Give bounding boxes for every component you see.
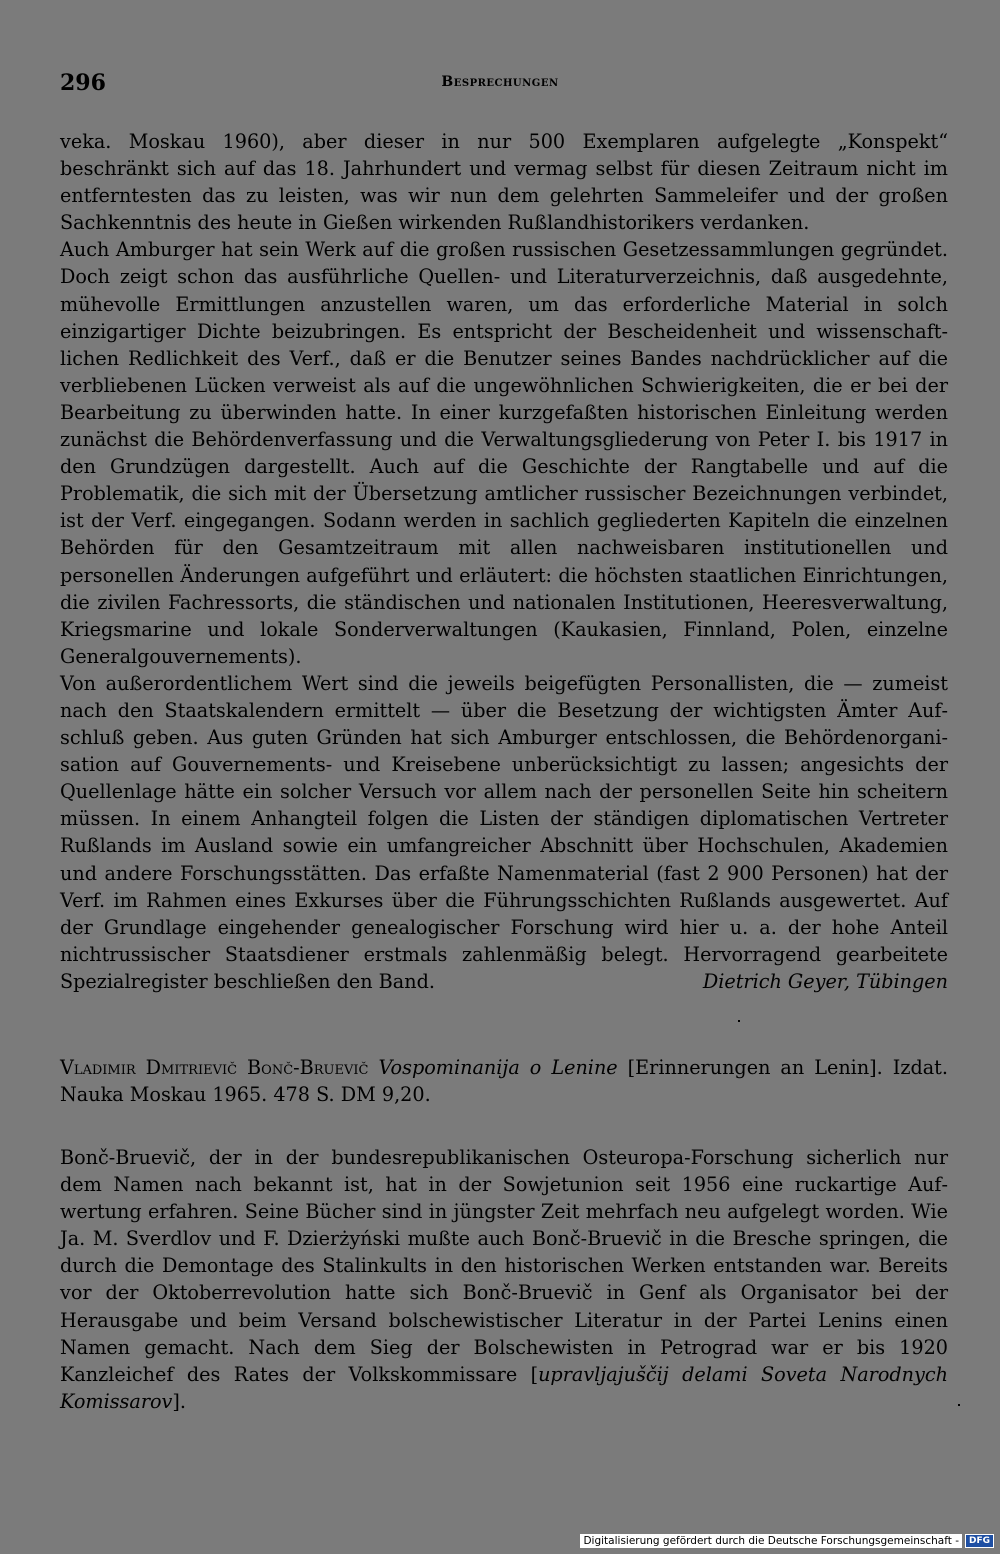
italic-term: upravljajuščij delami Soveta Narodnych Komissarov — [60, 1362, 948, 1413]
bibliographic-entry — [60, 1054, 948, 1108]
review-body-1 — [60, 128, 948, 995]
paragraph — [60, 1144, 948, 1415]
paragraph-text: Von außerordentlichem Wert sind die jeweils beigefügten Personallisten, die — zumeist nach den Staatskalendern ermittelt — über die Besetzung der wichtigsten Ämter Aufschluß geben. Aus guten Gründen hat sich Amburger entschlossen, die Behördenorganisation auf Gouvernements- und Kreisebene unberücksichtigt zu lassen; angesichts der Quellenlage hätte ein solcher Versuch vor allem nach der personellen Seite hin scheitern müssen. In einem Anhangteil folgen die Listen der ständigen diplomatischen Vertreter Rußlands im Ausland sowie ein umfangreicher Abschnitt über Hochschulen, Akademien und andere Forschungsstätten. Das erfaßte Namenmaterial (fast 2 900 Personen) hat der Verf. im Rahmen eines Exkurses über die Führungsschichten Rußlands ausgewertet. Auf der Grundlage eingehender genealogischer Forschung wird hier u. a. der hohe Anteil nichtrussischer Staatsdiener erstmals zahlenmäßig belegt. Hervorragend gearbeitete Spezialregister beschließen den Band. — [60, 671, 948, 993]
book-author: Vladimir Dmitrievič Bonč-Bruevič — [60, 1056, 369, 1079]
entry-line — [60, 1054, 948, 1108]
dfg-logo-icon: DFG — [965, 1534, 994, 1548]
footer-credit: Digitalisierung gefördert durch die Deutsche Forschungsgemeinschaft - — [580, 1534, 962, 1548]
book-details: [Erinnerungen an Lenin]. Izdat. Nauka Moskau 1965. 478 S. DM 9,20. — [60, 1056, 948, 1107]
paragraph: veka. Moskau 1960), aber dieser in nur 500 Exemplaren aufgelegte „Konspekt“ beschränkt sich auf das 18. Jahrhundert und vermag selbst für diesen Zeitraum nicht im entferntesten das zu leisten, was wir nun dem gelehrten Sammeleifer und der großen Sachkenntnis des heute in Gießen wirkenden Rußlandhistorikers verdanken. — [60, 130, 948, 235]
page-header — [60, 70, 940, 102]
reviewer-signature: Dietrich Geyer, Tübingen — [702, 969, 948, 993]
review-body-2 — [60, 1144, 948, 1415]
paragraph — [60, 670, 948, 995]
paragraph: Auch Amburger hat sein Werk auf die großen russischen Gesetzessammlungen gegründet. Doch zeigt schon das ausführliche Quellen- und Literaturverzeichnis, daß ausgedehnte, mühevolle Ermittlungen anzustellen waren, um das erforderliche Material in solch einzigartiger Dichte beizubringen. Es entspricht der Bescheidenheit und wissenschaftlichen Redlichkeit des Verf., daß er die Benutzer seines Bandes nachdrücklicher auf die verbliebenen Lücken verweist als auf die ungewöhnlichen Schwierigkeiten, die er bei der Bearbeitung zu überwinden hatte. In einer kurzgefaßten historischen Einleitung werden zunächst die Behördenverfassung und die Verwaltungsgliederung von Peter I. bis 1917 in den Grundzügen dargestellt. Auch auf die Geschichte der Rangtabelle und auf die Problematik, die sich mit der Übersetzung amtlicher russischer Bezeichnungen verbindet, ist der Verf. eingegangen. Sodann werden in sachlich gegliederten Kapiteln die einzelnen Behörden für den Gesamtzeitraum mit allen nachweisbaren institutionellen und personellen Änderungen aufgeführt und erläutert: die höchsten staatlichen Einrichtungen, die zivilen Fachressorts, die ständischen und nationalen Institutionen, Heeresverwaltung, Kriegsmarine und lokale Sonderverwaltungen (Kaukasien, Finnland, Polen, einzelne Generalgouvernements). — [60, 238, 948, 668]
digitization-footer — [580, 1534, 994, 1548]
book-title: Vospominanija o Lenine — [378, 1056, 618, 1079]
paragraph-end: ]. — [172, 1389, 186, 1413]
page-number: 296 — [60, 70, 106, 96]
scan-speck — [958, 1404, 960, 1406]
scan-speck — [738, 1020, 740, 1022]
running-head: Besprechungen — [441, 74, 559, 90]
paragraph-text: Bonč-Bruevič, der in der bundesrepublikanischen Osteuropa-Forschung sicherlich nur dem Namen nach bekannt ist, hat in der Sowjetunion seit 1956 eine ruckartige Aufwertung erfahren. Seine Bücher sind in jüngster Zeit mehrfach neu aufgelegt worden. Wie Ja. M. Sverdlov und F. Dzierżyński mußte auch Bonč-Bruevič in die Bresche springen, die durch die Demontage des Stalinkults in den historischen Werken entstanden war. Bereits vor der Oktoberrevolution hatte sich Bonč-Bruevič in Genf als Organisator bei der Herausgabe und beim Versand bolschewistischer Literatur in der Partei Lenins einen Namen gemacht. Nach dem Sieg der Bolschewisten in Petrograd war er bis 1920 Kanzleichef des Rates der Volkskommissare [ — [60, 1146, 948, 1386]
